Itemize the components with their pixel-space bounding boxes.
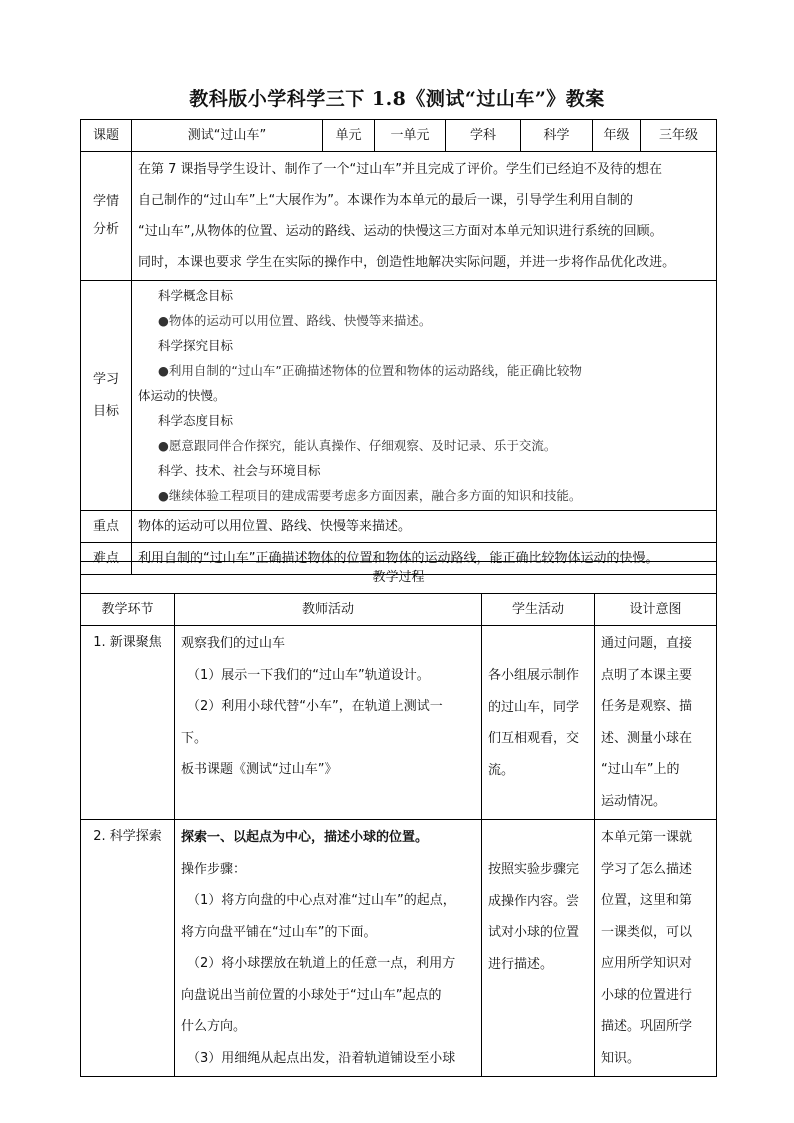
goals-text [132, 281, 717, 511]
goal-bullet: ●物体的运动可以用位置、路线、快慢等来描述。 [158, 313, 432, 328]
intent-line: 学习了怎么描述 [601, 861, 693, 877]
grade-value: 三年级 [641, 120, 717, 152]
intent-line: 点明了本课主要 [601, 667, 693, 683]
student-line: 各小组展示制作 [488, 668, 580, 683]
difficulty-label: 难点 [81, 543, 132, 575]
difficulty-text: 利用自制的“过山车”正确描述物体的位置和物体的运动路线，能正确比较物体运动的快慢。 [132, 543, 717, 575]
teacher-activity [175, 820, 482, 1077]
student-line: 的过山车，同学 [488, 699, 580, 715]
header-teacher: 教师活动 [175, 594, 482, 626]
teaching-process-table [80, 561, 717, 1077]
unit-value: 一单元 [375, 120, 446, 152]
lesson-info-table [80, 119, 717, 575]
student-line: 试对小球的位置 [488, 925, 580, 940]
header-student: 学生活动 [482, 594, 595, 626]
student-activity [482, 626, 595, 820]
header-intent: 设计意图 [595, 594, 717, 626]
lesson-value: 测试“过山车” [132, 120, 323, 152]
intent-line: “过山车”上的 [601, 762, 680, 777]
teacher-line: 观察我们的过山车 [181, 636, 286, 651]
teacher-line: （2）利用小球代替“小车”，在轨道上测试一 [187, 699, 443, 714]
analysis-line: “过山车”,从物体的位置、运动的路线、运动的快慢这三方面对本单元知识进行系统的回顾。 [138, 224, 663, 239]
teacher-line: 将方向盘平铺在“过山车”的下面。 [181, 924, 377, 940]
grade-label: 年级 [593, 120, 641, 152]
goal-bullet: ●愿意跟同伴合作探究，能认真操作、仔细观察、及时记录、乐于交流。 [158, 438, 557, 453]
student-activity [482, 820, 595, 1077]
student-line: 流。 [488, 762, 515, 778]
intent-line: 位置，这里和第 [601, 893, 693, 908]
analysis-line: 在第 7 课指导学生设计、制作了一个“过山车”并且完成了评价。学生们已经迫不及待的想在 [138, 162, 663, 177]
goal-heading: 科学态度目标 [158, 413, 234, 428]
student-line: 进行描述。 [488, 956, 554, 972]
intent-line: 任务是观察、描 [601, 699, 693, 714]
analysis-line: 同时，本课也要求 学生在实际的操作中，创造性地解决实际问题，并进一步将作品优化改进。 [138, 255, 676, 270]
stage-cell: 2. 科学探索 [81, 820, 175, 1077]
goal-heading: 科学探究目标 [158, 338, 234, 353]
goal-heading: 科学、技术、社会与环境目标 [158, 463, 321, 478]
design-intent [595, 626, 717, 820]
intent-line: 一课类似，可以 [601, 924, 693, 940]
subject-label: 学科 [446, 120, 521, 152]
process-title: 教学过程 [81, 562, 717, 594]
key-point-label: 重点 [81, 511, 132, 543]
intent-line: 描述。巩固所学 [601, 1019, 693, 1034]
intent-line: 应用所学知识对 [601, 956, 693, 971]
intent-line: 通过问题，直接 [601, 636, 693, 651]
intent-line: 本单元第一课就 [601, 830, 693, 845]
lesson-label: 课题 [81, 120, 132, 152]
intent-line: 知识。 [601, 1050, 641, 1066]
header-stage: 教学环节 [81, 594, 175, 626]
intent-line: 述、测量小球在 [601, 730, 693, 746]
student-line: 成操作内容。尝 [488, 893, 580, 909]
teacher-activity [175, 626, 482, 820]
subject-value: 科学 [521, 120, 593, 152]
unit-label: 单元 [323, 120, 375, 152]
intent-line: 小球的位置进行 [601, 987, 693, 1003]
design-intent [595, 820, 717, 1077]
analysis-label: 学情 分析 [81, 152, 132, 281]
goal-heading: 科学概念目标 [158, 288, 234, 303]
analysis-text [132, 152, 717, 281]
teacher-line: 操作步骤： [181, 861, 247, 877]
teacher-line: （2）将小球摆放在轨道上的任意一点，利用方 [187, 956, 456, 971]
goals-label: 学习 目标 [81, 281, 132, 511]
goal-bullet: ●利用自制的“过山车”正确描述物体的位置和物体的运动路线，能正确比较物 [158, 363, 582, 378]
student-line: 按照实验步骤完 [488, 862, 580, 877]
goal-continuation: 体运动的快慢。 [138, 388, 226, 403]
teacher-line: 什么方向。 [181, 1019, 247, 1034]
student-line: 们互相观看，交 [488, 731, 580, 746]
goal-bullet: ●继续体验工程项目的建成需要考虑多方面因素，融合多方面的知识和技能。 [158, 488, 582, 503]
intent-line: 运动情况。 [601, 793, 667, 809]
teacher-line: 探索一、以起点为中心，描述小球的位置。 [181, 830, 429, 845]
stage-cell: 1. 新课聚焦 [81, 626, 175, 820]
key-point-text: 物体的运动可以用位置、路线、快慢等来描述。 [132, 511, 717, 543]
teacher-line: （1）展示一下我们的“过山车”轨道设计。 [187, 667, 430, 683]
teacher-line: （1）将方向盘的中心点对准“过山车”的起点， [187, 893, 456, 908]
teacher-line: 下。 [181, 730, 208, 746]
teacher-line: （3）用细绳从起点出发，沿着轨道铺设至小球 [187, 1050, 456, 1066]
analysis-line: 自己制作的“过山车”上“大展作为”。本课作为本单元的最后一课，引导学生利用自制的 [138, 193, 633, 208]
teacher-line: 板书课题《测试“过山车”》 [181, 762, 338, 777]
teacher-line: 向盘说出当前位置的小球处于“过山车”起点的 [181, 987, 442, 1003]
document-title: 教科版小学科学三下 1.8《测试“过山车”》教案 [189, 88, 605, 110]
